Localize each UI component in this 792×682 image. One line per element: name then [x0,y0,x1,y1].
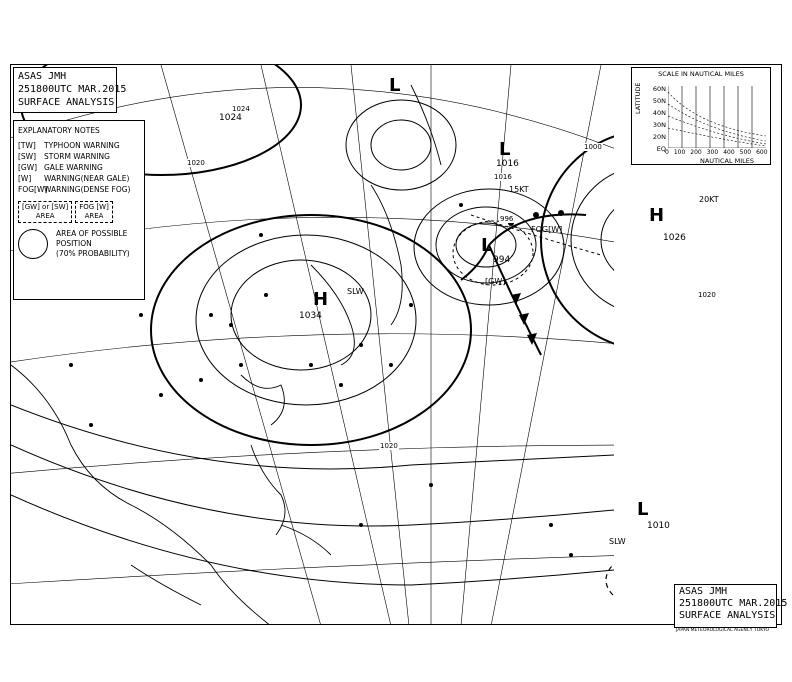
lat-tick: 20N [652,133,666,141]
low-center-value: 994 [493,255,511,265]
low-okhotsk-value: 1016 [496,159,519,169]
legend-label: WARNING(NEAR GALE) [44,174,130,183]
x-tick: 0 [665,149,669,156]
lat-tick: EQ [656,145,666,153]
warning-fog: FOG[W] [531,225,563,234]
lat-tick: 30N [652,121,666,129]
legend-code: [TW] [18,141,36,150]
area-fog-sub: AREA [84,212,104,220]
legend-row [18,140,140,151]
title-datetime: 251800UTC MAR.2015 [18,84,127,95]
legend-code: FOG[W] [18,185,48,194]
isobar-label: 996 [500,215,514,223]
circle-text: POSITION [56,239,92,248]
scale-lat-label: LATITUDE [634,82,642,114]
x-tick: 200 [690,149,702,156]
x-tick: 500 [739,149,752,156]
wind-15kt: 15KT [509,185,529,194]
high-center-symbol: H [313,289,329,310]
legend-row [18,162,140,173]
x-tick: 300 [706,149,719,156]
area-warning-sub: AREA [35,212,55,220]
front-semicircles [508,210,564,226]
legend-label: GALE WARNING [44,163,103,172]
scale-x-label: NAUTICAL MILES [700,157,755,165]
title-box-top [13,67,127,113]
title-box-bottom [674,584,788,628]
scale-box [631,67,771,165]
warning-gale-low: [GW] [485,277,506,286]
warning-slw-south: SLW [609,537,626,546]
circle-text: AREA OF POSSIBLE [56,229,128,238]
scale-title: SCALE IN NAUTICAL MILES [658,70,744,78]
legend-row [18,151,140,162]
isobar-label: 1000 [584,143,602,151]
x-tick: 400 [723,149,735,156]
legend-code: [SW] [18,152,37,161]
legend-code: [GW] [18,163,38,172]
low-south-value: 1010 [647,521,670,531]
isobar-label: 1020 [380,442,398,450]
warning-areas [453,215,601,285]
high-pacific-value: 1026 [663,233,686,243]
isobar-label: 1024 [232,105,250,113]
fronts [461,214,586,355]
legend-label: WARNING(DENSE FOG) [44,185,131,194]
explanatory-notes [13,120,145,300]
legend-label: STORM WARNING [44,152,110,161]
weather-map [10,64,788,625]
area-fog-label: FOG [W] [79,203,109,211]
lat-tick: 60N [652,85,666,93]
title-datetime: 251800UTC MAR.2015 [679,598,788,609]
area-fog-symbol [75,201,113,223]
legend-code: [W] [18,174,32,183]
low-okhotsk-symbol: L [499,139,511,160]
lat-tick: 50N [652,97,666,105]
lat-tick: 40N [652,109,666,117]
legend-label: TYPHOON WARNING [44,141,120,150]
x-tick: 100 [673,149,686,156]
low-south-symbol: L [637,499,649,520]
agency-credit: JAPAN METEOROLOGICAL AGENCY TOKYO [676,628,770,633]
legend-row [18,184,140,195]
warning-slw-china: SLW [347,287,364,296]
wind-20kt: 20KT [699,195,719,204]
low-center-symbol: L [481,235,493,256]
title-org: ASAS JMH [679,586,728,597]
legend-row [18,173,140,184]
probability-circle-icon [18,229,48,259]
title-product: SURFACE ANALYSIS [679,610,776,621]
scale-curves [668,86,766,148]
isobar-label: 1016 [494,173,512,181]
circle-text: (70% PROBABILITY) [56,249,130,258]
isobar-label: 1020 [698,291,716,299]
high-center-value: 1034 [299,311,322,321]
area-warning-label: [GW] or [SW] [22,203,69,211]
title-org: ASAS JMH [18,71,67,82]
high-pacific-symbol: H [649,205,665,226]
x-tick: 600 [756,149,768,156]
low-south-area [606,552,614,608]
legend-heading: EXPLANATORY NOTES [18,126,100,135]
low-north-value: 1024 [219,113,242,123]
low-north-symbol: L [389,75,401,96]
isobar-label: 1020 [187,159,205,167]
area-warning-symbol [18,201,72,223]
title-product: SURFACE ANALYSIS [18,97,115,108]
probability-circle-row [18,229,140,259]
